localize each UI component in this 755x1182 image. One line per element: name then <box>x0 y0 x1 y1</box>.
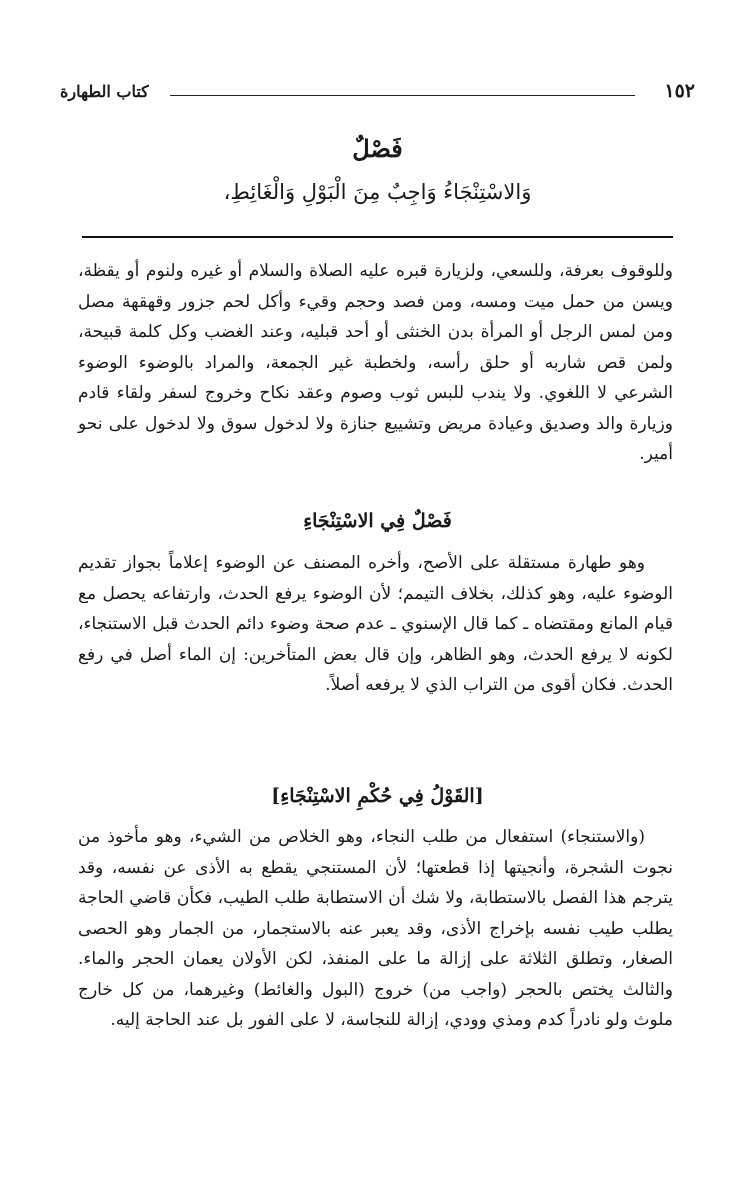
chapter-heading: فَصْلٌ <box>352 134 403 163</box>
matn-text: وَالاسْتِنْجَاءُ وَاجِبٌ مِنَ الْبَوْلِ وَالْغَائِطِ، <box>223 180 532 204</box>
section-heading-ruling: [القَوْلُ فِي حُكْمِ الاسْتِنْجَاءِ] <box>271 785 484 807</box>
section-heading-istinja: فَصْلٌ فِي الاسْتِنْجَاءِ <box>303 510 452 532</box>
commentary-block-2 <box>78 548 673 701</box>
matn-divider <box>82 236 673 238</box>
paragraph-2: وهو طهارة مستقلة على الأصح، وأخره المصنف عن الوضوء إعلاماً بجواز تقديم الوضوء عليه، وهو كذلك، بخلاف التيمم؛ لأن الوضوء يرفع الحدث، وارتفاعه يحصل مع قيام المانع ومقتضاه ـ كما قال الإسنوي ـ عدم صحة وضوء دائم الحدث قبل الاستنجاء، لكونه لا يرفع الحدث، وهو الظاهر، وإن قال بعض المتأخرين: إن الماء أصل في رفع الحدث. فكان أقوى من التراب الذي لا يرفعه أصلاً. <box>78 553 673 695</box>
header-rule <box>170 95 635 96</box>
commentary-block-1 <box>78 256 673 470</box>
commentary-block-3 <box>78 822 673 1036</box>
page-number: ١٥٢ <box>664 80 695 102</box>
paragraph-1: وللوقوف بعرفة، وللسعي، ولزيارة قبره عليه الصلاة والسلام أو غيره ولنوم أو يقظة، ويسن من حمل ميت ومسه، ومن فصد وحجم وقيء وأكل لحم جزور وقهقهة مصل ومن لمس الرجل أو المرأة بدن الخنثى أو أحد قبليه، وعند الغضب وكل كلمة قبيحة، ولمن قص شاربه أو حلق رأسه، ولخطبة غير الجمعة، والمراد بالوضوء الوضوء الشرعي لا اللغوي. ولا يندب للبس ثوب وصوم وعقد نكاح وخروج لسفر ولقاء قادم وزيارة والد وصديق وعيادة مريض وتشييع جنازة ولا لدخول سوق ولا لدخول على نحو أمير. <box>78 261 673 464</box>
paragraph-3: (والاستنجاء) استفعال من طلب النجاء، وهو الخلاص من الشيء، وهو مأخوذ من نجوت الشجرة، وأنجيتها إذا قطعتها؛ لأن المستنجي يقطع به الأذى عن نفسه، وقد يترجم هذا الفصل بالاستطابة، ولا شك أن الاستطابة طلب الطيب، فكأن قاضي الحاجة يطلب طيب نفسه بإخراج الأذى، وقد يعبر عنه بالاستجمار، من الجمار وهو الحصى الصغار، وتطلق الثلاثة على إزالة ما على المنفذ، لكن الأولان يعمان الحجر والماء. والثالث يختص بالحجر (واجب من) خروج (البول والغائط) وغيرهما، من كل خارج ملوث ولو نادراً كدم ومذي وودي، إزالة للنجاسة، لا على الفور بل عند الحاجة إليه. <box>78 827 673 1030</box>
running-header <box>60 80 695 108</box>
book-title: كتاب الطهارة <box>60 82 149 101</box>
